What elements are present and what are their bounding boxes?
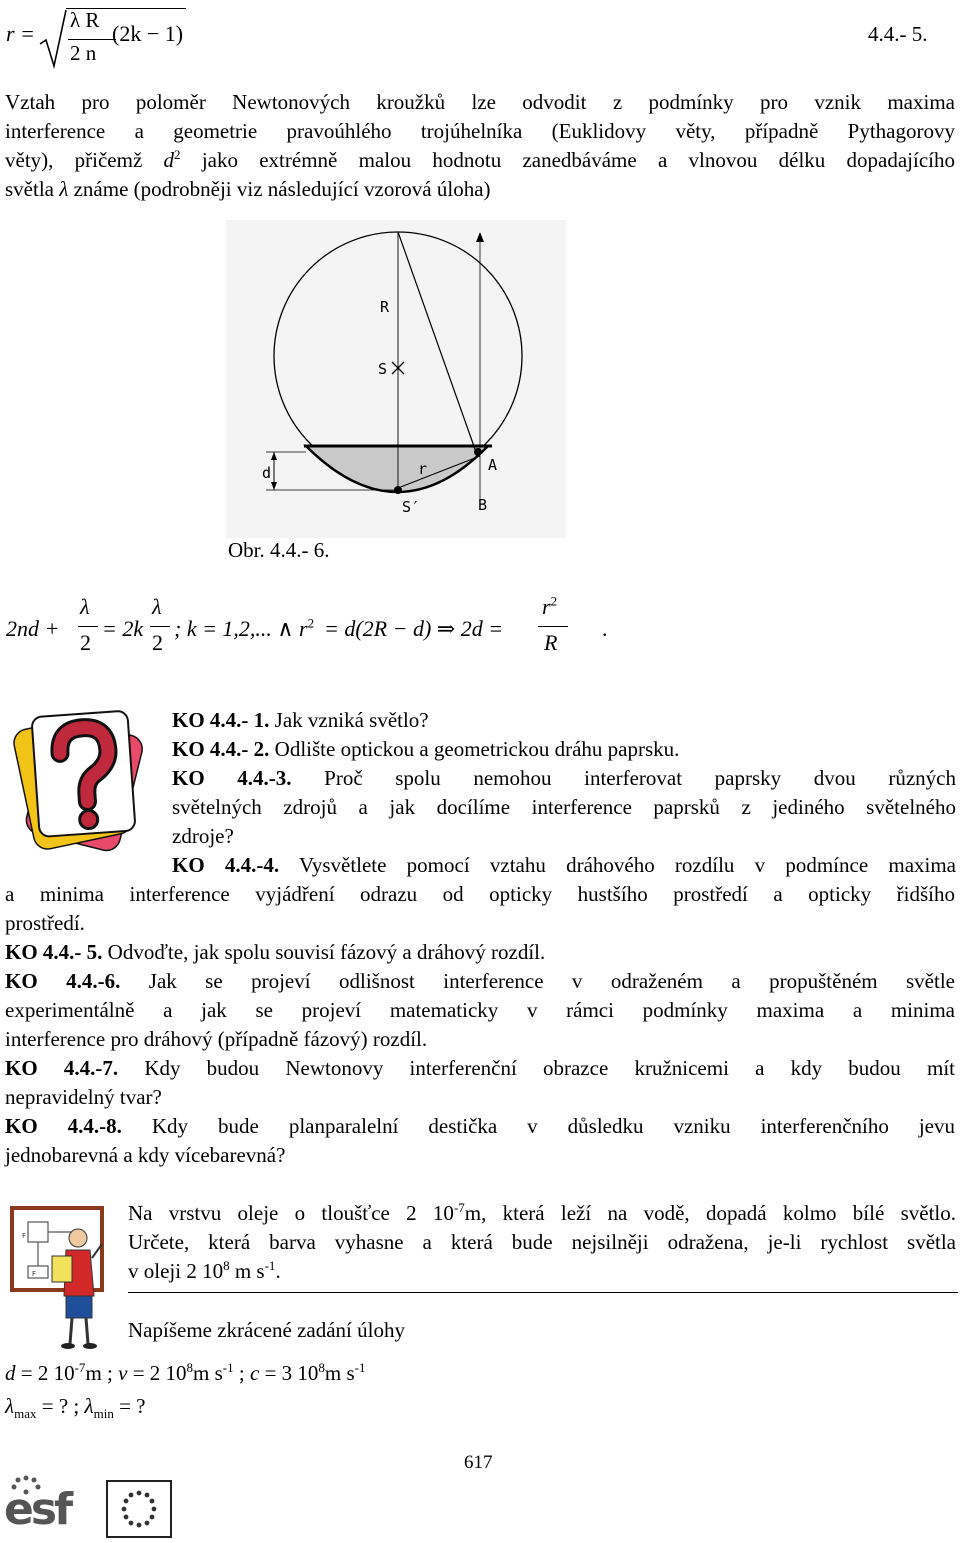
question-item: KO 4.4.- 2. Odlište optickou a geometrickou dráhu paprsku.: [172, 737, 680, 761]
question-item: KO 4.4.-3. Proč spolu nemohou interferovat paprsky dvou různých světelných zdrojů a jak docílíme interference paprsků z jediného světelného zdroje?: [172, 766, 956, 848]
point-a: [474, 448, 482, 456]
formula-tail: (2k − 1): [112, 21, 184, 46]
question-line: interference pro dráhový (případně fázový) rozdíl.: [5, 1027, 428, 1051]
question-item: KO 4.4.- 5. Odvoďte, jak spolu souvisí fázový a dráhový rozdíl.: [5, 940, 546, 964]
eu-flag-icon: [106, 1480, 172, 1538]
equation-number: 4.4.- 5.: [868, 22, 928, 46]
figure-caption: Obr. 4.4.- 6.: [228, 538, 330, 562]
given-values: d = 2 $10^{-7}m$ ; v = 2 $10^8m$ $s^{-1}$ ; c = 3 $10^8m$ $s^{-1}$: [5, 1360, 366, 1385]
question-item: KO 4.4.-6. Jak se projeví odlišnost interference v odraženém a propuštěném světle: [5, 969, 955, 993]
formula-numerator: λ R: [70, 8, 100, 32]
esf-logo-text: esf: [4, 1484, 71, 1535]
question-line: nepravidelný tvar?: [5, 1085, 162, 1109]
questions-block-indented: [172, 706, 956, 880]
page-number: 617: [464, 1452, 493, 1473]
label-d: d: [262, 464, 272, 482]
svg-text:F: F: [32, 1270, 37, 1278]
intro-line: věty), přičemž $d^2$ jako extrémně malou hodnotu zanedbáváme a vlnovou délku dopadajícího: [5, 147, 956, 172]
sqrt-sign: [38, 8, 68, 70]
intro-line: interference a geometrie pravoúhlého trojúhelníka (Euklidovy věty, případně Pythagorovy: [5, 119, 955, 143]
unknowns: $\lambda_{max}$ = ? ; $\lambda_{min}$ = ?: [5, 1394, 146, 1422]
question-cards-icon: [6, 706, 154, 856]
task-separator: [128, 1292, 958, 1293]
label-r-big: R: [380, 298, 390, 316]
formula-lhs: r =: [6, 21, 35, 46]
label-s: S: [378, 360, 388, 378]
newton-rings-figure: [226, 220, 566, 538]
svg-text:F: F: [22, 1232, 27, 1240]
formula-denominator: 2 n: [70, 41, 97, 65]
point-s-prime: [394, 486, 402, 494]
question-item-start: KO 4.4.-4. Vysvětlete pomocí vztahu dráhového rozdílu v podmínce maxima: [172, 853, 957, 877]
label-a: A: [488, 456, 498, 474]
question-line: jednobarevná a kdy vícebarevná?: [5, 1143, 286, 1167]
intro-line: Vztah pro poloměr Newtonových kroužků lze odvodit z podmínky pro vznik maxima: [5, 90, 955, 114]
label-s-prime: S′: [402, 498, 421, 516]
task-statement: Na vrstvu oleje o tloušťce 2 $10^{-7}m$, která leží na vodě, dopadá kolmo bílé světlo. Určete, která barva vyhasne a která bude nejsilněji odražena, je-li rychlost světla v oleji 2 $10^8$ m $s^{-1}$.: [128, 1200, 956, 1283]
question-line: a minima interference vyjádření odrazu od opticky hustšího prostředí a opticky řidšího: [5, 882, 955, 906]
intro-paragraph: [5, 88, 955, 204]
esf-logo: [4, 1470, 94, 1538]
question-line: prostředí.: [5, 911, 85, 935]
teacher-board-icon: [8, 1204, 108, 1354]
formula-radius: [6, 8, 946, 70]
question-item: KO 4.4.- 1. Jak vzniká světlo?: [172, 708, 429, 732]
question-item: KO 4.4.-7. Kdy budou Newtonovy interferenční obrazce kružnicemi a kdy budou mít: [5, 1056, 956, 1080]
label-b: B: [478, 496, 488, 514]
given-heading: Napíšeme zkrácené zadání úlohy: [128, 1318, 405, 1342]
formula-derivation: 2nd + λ 2 = 2k λ 2 ; k = 1,2,... ∧ $r^2$ = d(2R − d) ⇒ 2d = $r^2$ R .: [6, 593, 608, 655]
question-line: experimentálně a jak se projeví matematicky v rámci podmínky maxima a minima: [5, 998, 955, 1022]
questions-block: [5, 880, 955, 1170]
label-r: r: [418, 460, 428, 478]
intro-line: světla λ známe (podrobněji viz následující vzorová úloha): [5, 177, 491, 201]
question-item: KO 4.4.-8. Kdy bude planparalelní destička v důsledku vzniku interferenčního jevu: [5, 1114, 955, 1138]
